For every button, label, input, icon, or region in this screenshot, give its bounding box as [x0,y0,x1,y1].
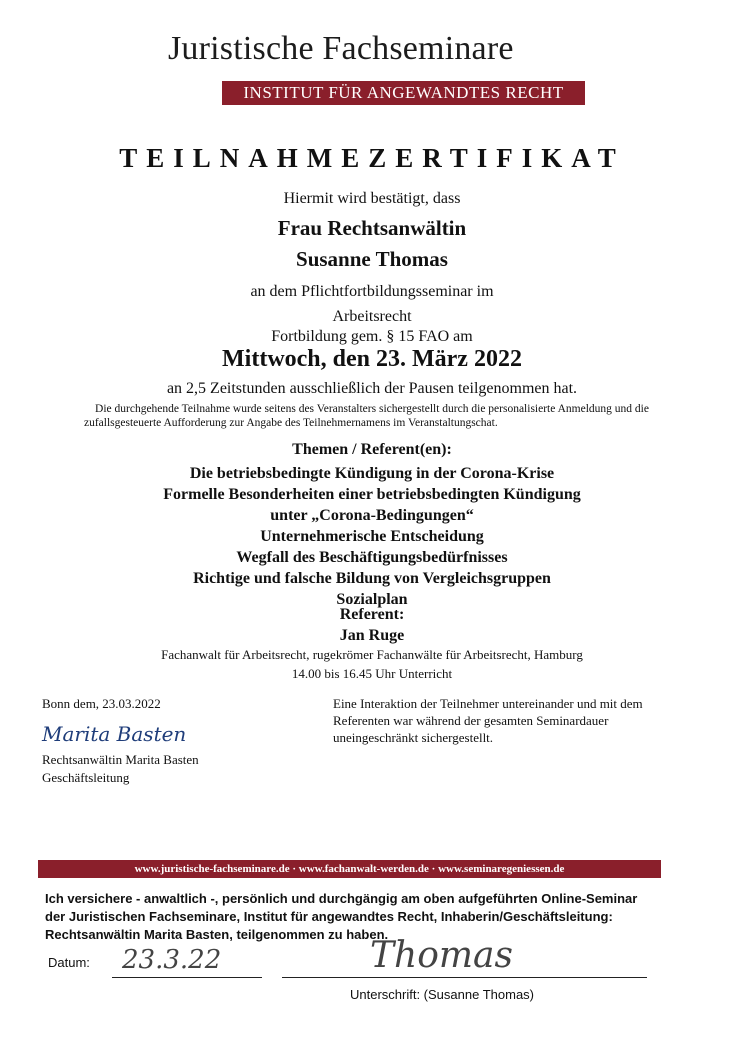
declaration-text: Ich versichere - anwaltlich -, persönlich und durchgängig am oben aufgeführten Online-Seminar der Juristischen Fachseminare, Institut für angewandtes Recht, Inhaberin/Geschäftsleitung: Rechtsanwältin Marita Basten, teilgenommen zu haben. [45,891,638,942]
logo-subtitle: INSTITUT FÜR ANGEWANDTES RECHT [222,81,585,105]
seminar-line: an dem Pflichtfortbildungsseminar im [250,283,494,300]
date-label: Datum: [48,955,90,970]
topic-item: Formelle Besonderheiten einer betriebsbedingten Kündigung [163,486,581,503]
date-handwritten: 23.3.22 [122,945,222,975]
topic-item: unter „Corona-Bedingungen“ [270,507,474,524]
salutation: Frau Rechtsanwältin [277,216,467,240]
intro-text: Hiermit wird bestätigt, dass [283,190,461,207]
topic-item: Richtige und falsche Bildung von Vergleichsgruppen [193,570,551,587]
fao-line: Fortbildung gem. § 15 FAO am [271,328,473,345]
place-date: Bonn dem, 23.03.2022 [42,696,161,711]
lesson-time: 14.00 bis 16.45 Uhr Unterricht [291,666,453,681]
certificate-title: TEILNAHMEZERTIFIKAT [119,143,625,173]
participation-note [0,402,744,430]
note-line-1: Die durchgehende Teilnahme wurde seitens des Veranstalters sichergestellt durch die personalisierte Anmeldung und die [95,403,649,415]
topic-item: Unternehmerische Entscheidung [260,528,484,545]
topic-item: Wegfall des Beschäftigungsbedürfnisses [236,549,508,566]
issuer-signature: Marita Basten [42,722,187,746]
signature-label: Unterschrift: (Susanne Thomas) [350,987,534,1002]
participant-name: Susanne Thomas [296,247,448,271]
seminar-date: Mittwoch, den 23. März 2022 [222,346,522,372]
subject: Arbeitsrecht [332,308,412,325]
logo-title: Juristische Fachseminare [168,30,514,67]
footer-links: www.juristische-fachseminare.de · www.fachanwalt-werden.de · www.seminaregeniessen.de [38,860,661,878]
referent-name: Jan Ruge [339,627,405,644]
referent-heading: Referent: [339,606,405,623]
topics-heading: Themen / Referent(en): [292,441,452,458]
referent-description: Fachanwalt für Arbeitsrecht, rugekrömer Fachanwälte für Arbeitsrecht, Hamburg [161,647,583,662]
interaction-note: Eine Interaktion der Teilnehmer untereinander und mit dem Referenten war während der gesamten Seminardauer uneingeschränkt sichergestellt. [333,696,643,745]
issuer-role: Geschäftsleitung [42,770,130,785]
note-line-2: zufallsgesteuerte Aufforderung zur Angabe des Teilnehmernamens im Veranstaltungschat. [84,417,498,429]
participant-signature: Thomas [370,935,513,976]
topic-item: Die betriebsbedingte Kündigung in der Corona-Krise [189,465,555,482]
topic-item: Sozialplan [336,591,408,608]
hours-line: an 2,5 Zeitstunden ausschließlich der Pausen teilgenommen hat. [166,380,578,397]
topics-list [0,463,744,610]
date-line [112,977,262,978]
signature-line [282,977,647,978]
issuer-block [42,695,199,787]
issuer-name: Rechtsanwältin Marita Basten [42,752,199,767]
